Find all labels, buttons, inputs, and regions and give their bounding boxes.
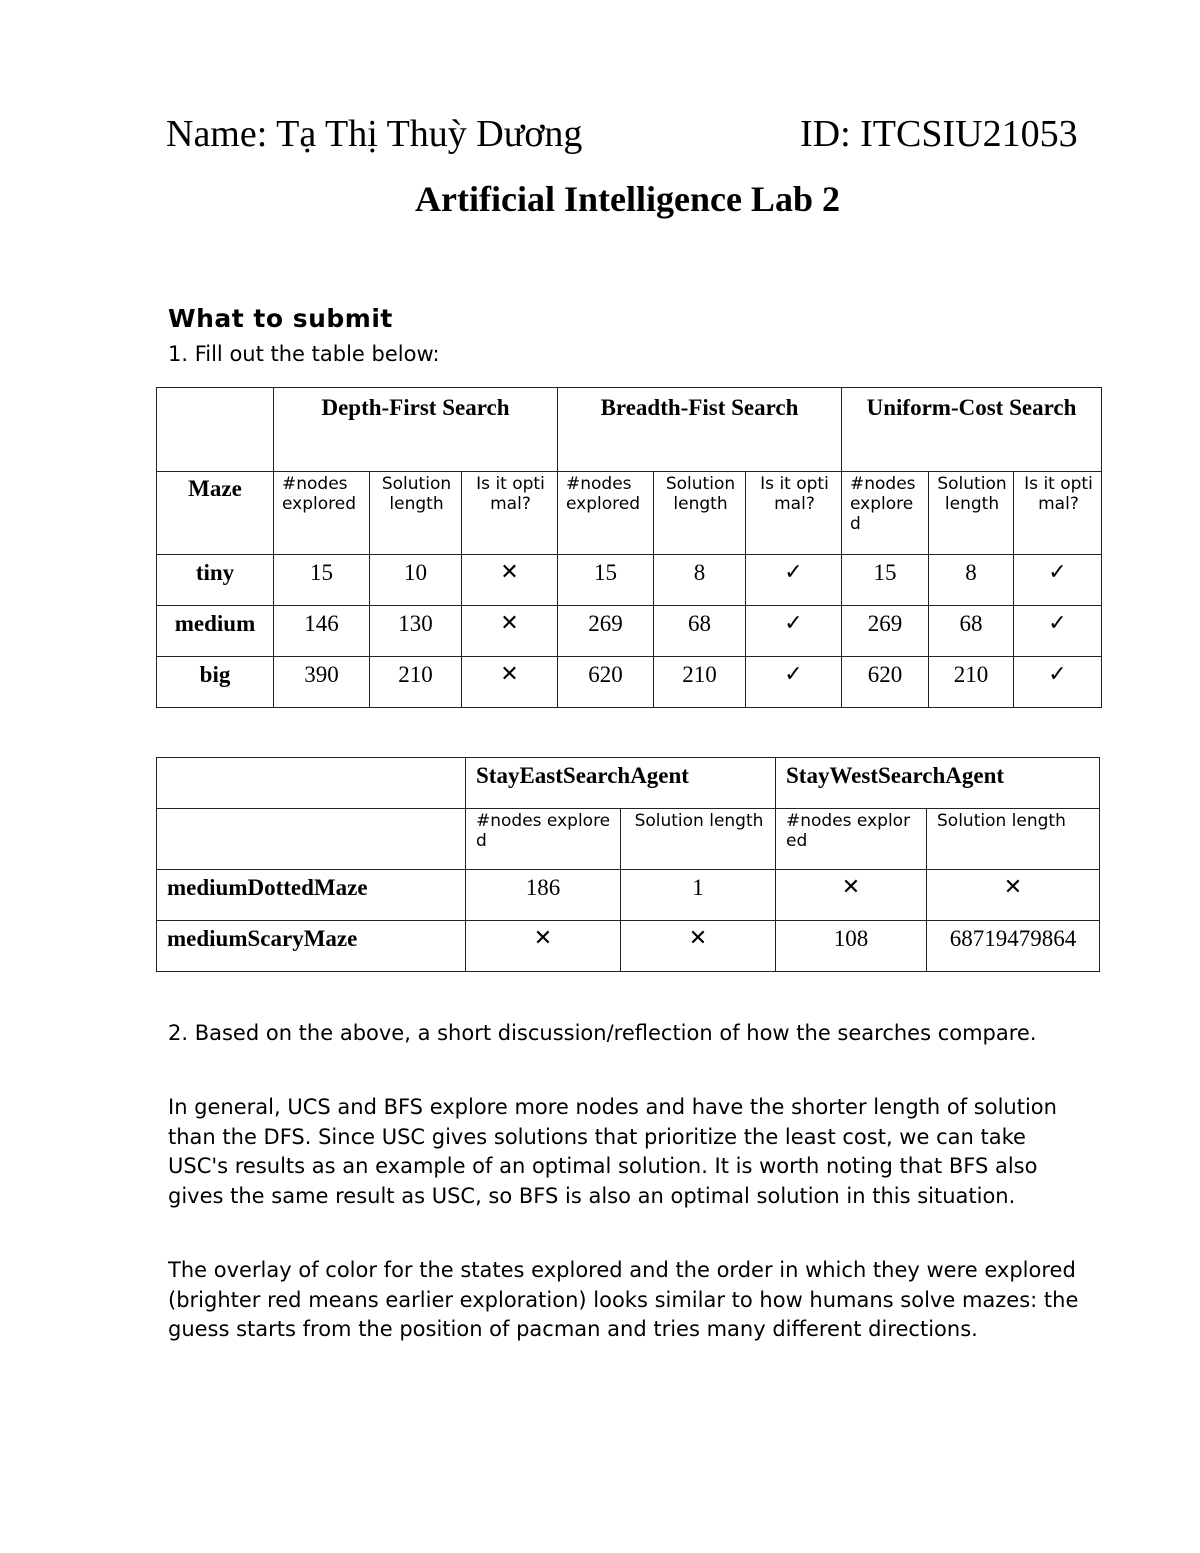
page-title: Artificial Intelligence Lab 2	[415, 179, 840, 219]
table-row	[157, 657, 1102, 708]
cross-mark-icon: ✕	[776, 870, 927, 921]
column-header: Is it optimal?	[462, 472, 558, 555]
table-corner	[157, 809, 466, 870]
table-cell: 269	[842, 606, 929, 657]
cross-mark-icon: ✕	[621, 921, 776, 972]
check-mark-icon: ✓	[746, 657, 842, 708]
group-header: Uniform-Cost Search	[842, 388, 1102, 472]
table-cell: 68	[654, 606, 746, 657]
column-header: #nodes explored	[558, 472, 654, 555]
search-results-table	[156, 387, 1102, 708]
table-cell: 186	[466, 870, 621, 921]
group-header: Depth-First Search	[274, 388, 558, 472]
check-mark-icon: ✓	[1014, 606, 1102, 657]
column-header: Is it optimal?	[746, 472, 842, 555]
cross-mark-icon: ✕	[927, 870, 1100, 921]
table-cell: 146	[274, 606, 370, 657]
table-cell: 210	[929, 657, 1014, 708]
table-row	[157, 606, 1102, 657]
table-cell: 68	[929, 606, 1014, 657]
cross-mark-icon: ✕	[462, 555, 558, 606]
column-header: #nodes explored	[842, 472, 929, 555]
discussion-paragraph: The overlay of color for the states explored and the order in which they were explored (brighter red means earlier exploration) looks similar to how humans solve mazes: the guess starts from the position of pacman and tries many different directions.	[168, 1258, 1079, 1341]
column-header: Solution length	[621, 809, 776, 870]
table-cell: 15	[558, 555, 654, 606]
table-corner	[157, 388, 274, 472]
student-id: ID: ITCSIU21053	[800, 113, 1078, 155]
column-header: Solution length	[929, 472, 1014, 555]
table-cell: 68719479864	[927, 921, 1100, 972]
table-cell: 210	[654, 657, 746, 708]
submit-heading: What to submit	[168, 304, 393, 333]
table-subheader-row	[157, 472, 1102, 555]
check-mark-icon: ✓	[1014, 555, 1102, 606]
column-header: #nodes explored	[466, 809, 621, 870]
group-header: Breadth-Fist Search	[558, 388, 842, 472]
table-cell: 15	[274, 555, 370, 606]
maze-column-header: Maze	[157, 472, 274, 555]
cross-mark-icon: ✕	[462, 657, 558, 708]
cross-mark-icon: ✕	[462, 606, 558, 657]
table-cell: 108	[776, 921, 927, 972]
table-corner	[157, 758, 466, 809]
student-name: Name: Tạ Thị Thuỳ Dương	[166, 113, 583, 155]
group-header: StayEastSearchAgent	[466, 758, 776, 809]
table-cell: 620	[842, 657, 929, 708]
cross-mark-icon: ✕	[466, 921, 621, 972]
table-cell: 210	[370, 657, 462, 708]
column-header: Solution length	[654, 472, 746, 555]
column-header: #nodes explored	[776, 809, 927, 870]
table-row	[157, 870, 1100, 921]
table-cell: 8	[929, 555, 1014, 606]
table-header-row	[157, 388, 1102, 472]
table-cell: 620	[558, 657, 654, 708]
table-cell: 8	[654, 555, 746, 606]
maze-name: tiny	[157, 555, 274, 606]
table-cell: 130	[370, 606, 462, 657]
discussion-paragraph: In general, UCS and BFS explore more nodes and have the shorter length of solution than the DFS. Since USC gives solutions that prioritize the least cost, we can take USC's results as an example of an optimal solution. It is worth noting that BFS also gives the same result as USC, so BFS is also an optimal solution in this situation.	[168, 1095, 1057, 1208]
maze-name: mediumDottedMaze	[157, 870, 466, 921]
table-header-row	[157, 758, 1100, 809]
table-cell: 390	[274, 657, 370, 708]
table-subheader-row	[157, 809, 1100, 870]
column-header: Is it optimal?	[1014, 472, 1102, 555]
table-cell: 10	[370, 555, 462, 606]
maze-name: big	[157, 657, 274, 708]
check-mark-icon: ✓	[746, 606, 842, 657]
table-cell: 15	[842, 555, 929, 606]
table-cell: 269	[558, 606, 654, 657]
agent-results-table	[156, 757, 1100, 972]
column-header: Solution length	[927, 809, 1100, 870]
question-1: 1. Fill out the table below:	[168, 342, 440, 366]
maze-name: mediumScaryMaze	[157, 921, 466, 972]
maze-name: medium	[157, 606, 274, 657]
table-cell: 1	[621, 870, 776, 921]
column-header: Solution length	[370, 472, 462, 555]
column-header: #nodes explored	[274, 472, 370, 555]
table-row	[157, 921, 1100, 972]
question-2: 2. Based on the above, a short discussion/reflection of how the searches compare.	[168, 1021, 1037, 1045]
check-mark-icon: ✓	[1014, 657, 1102, 708]
group-header: StayWestSearchAgent	[776, 758, 1100, 809]
name-line	[166, 112, 1090, 160]
check-mark-icon: ✓	[746, 555, 842, 606]
table-row	[157, 555, 1102, 606]
